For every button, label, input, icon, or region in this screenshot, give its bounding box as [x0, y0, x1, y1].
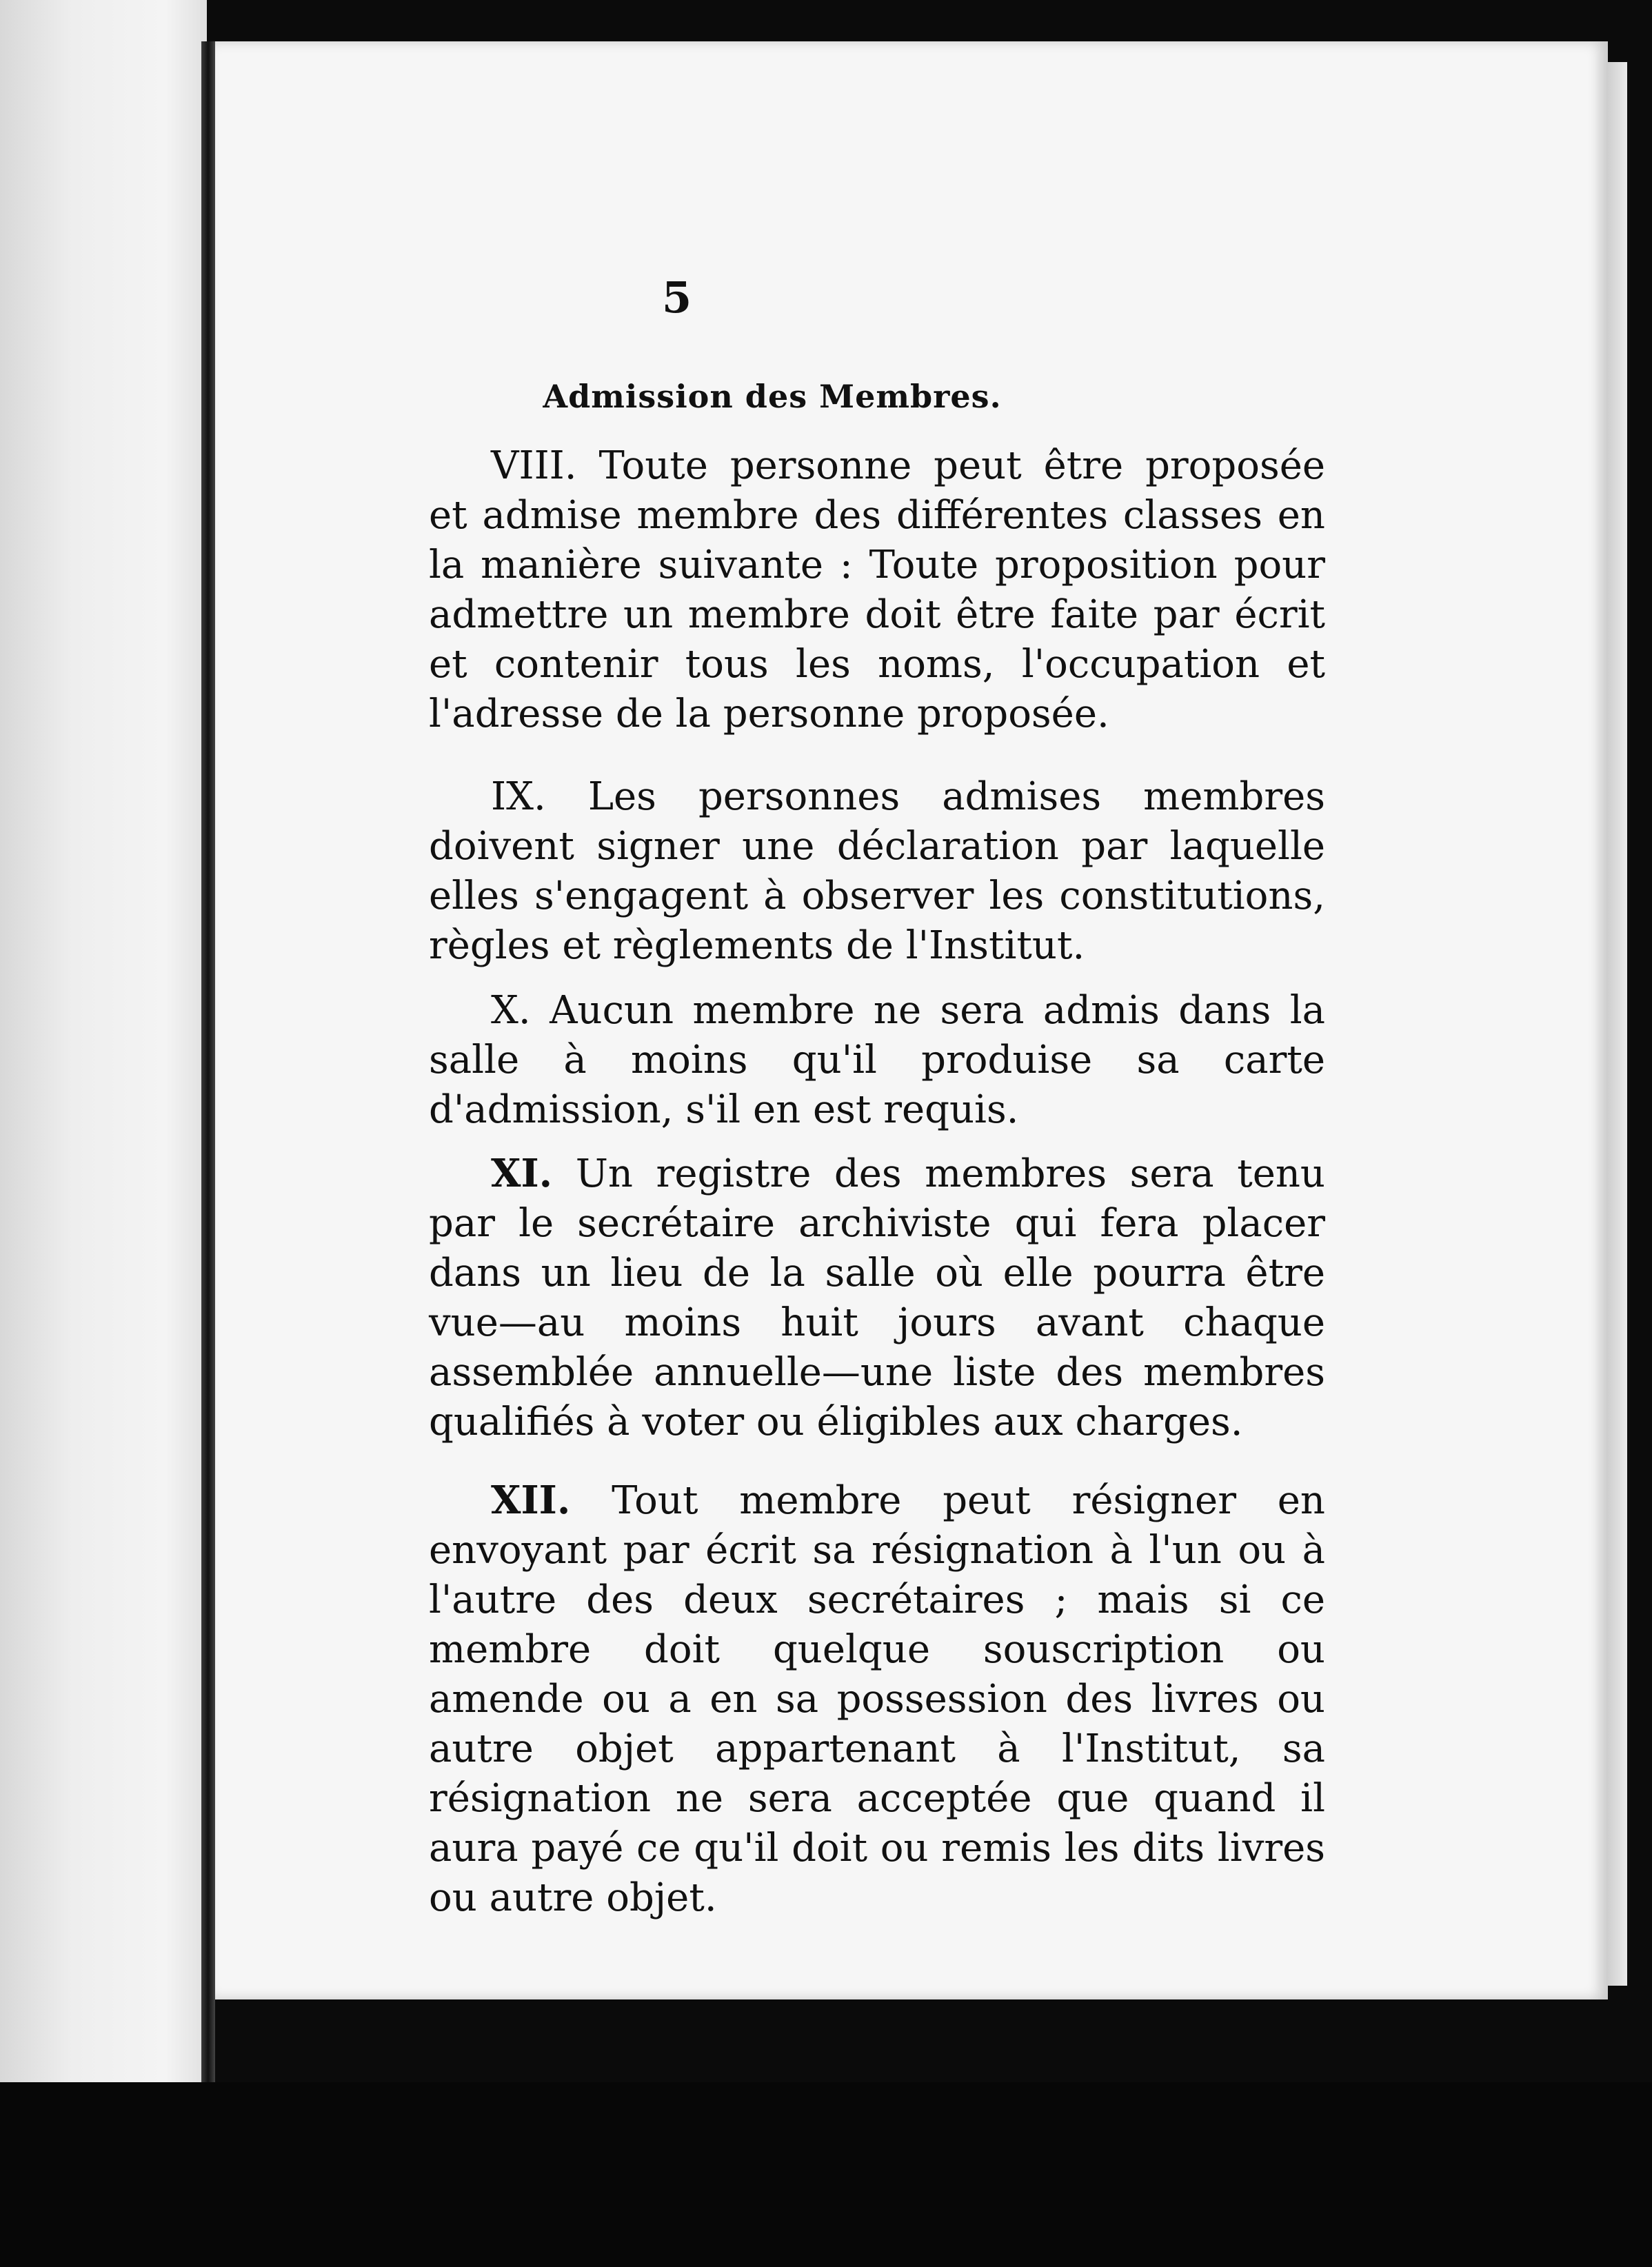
scan-background: [0, 2082, 1652, 2267]
article-number: X.: [491, 988, 531, 1033]
article-xii: [429, 1475, 1325, 1923]
article-text: Les personnes admises membres doivent signer une déclaration par laquelle elles s'engagent à observer les constitutions, règles et règlements de l'Institut.: [429, 774, 1325, 968]
article-ix: [429, 772, 1325, 971]
article-text: Toute personne peut être proposée et admise membre des différentes classes en la manière suivante : Toute proposition pour admettre un membre doit être faite par écrit et contenir tous les noms, l'occupation et l'adresse de la personne proposée.: [429, 443, 1325, 736]
article-xi: [429, 1149, 1325, 1447]
article-number: IX.: [491, 774, 546, 819]
article-viii: [429, 441, 1325, 739]
article-text: Tout membre peut résigner en envoyant par écrit sa résignation à l'un ou à l'autre des deux secrétaires ; mais si ce membre doit quelque souscription ou amende ou a en sa possession des livres ou autre objet appartenant à l'Institut, sa résignation ne sera acceptée que quand il aura payé ce qu'il doit ou remis les dits livres ou autre objet.: [429, 1478, 1325, 1920]
section-heading: Admission des Membres.: [543, 378, 1002, 415]
page-edge: [1608, 62, 1627, 1986]
article-x: [429, 986, 1325, 1135]
article-text: Un registre des membres sera tenu par le secrétaire archiviste qui fera placer dans un lieu de la salle où elle pourra être vue—au moins huit jours avant chaque assemblée annuelle—une liste des membres qualifiés à voter ou éligibles aux charges.: [429, 1151, 1325, 1444]
article-number: VIII.: [491, 443, 577, 488]
page-number: 5: [662, 272, 692, 323]
article-number: XI.: [491, 1151, 553, 1196]
book-gutter: [201, 41, 215, 2082]
facing-page: [0, 0, 207, 2082]
article-number: XII.: [491, 1478, 571, 1523]
article-text: Aucun membre ne sera admis dans la salle à moins qu'il produise sa carte d'admission, s'il en est requis.: [429, 988, 1325, 1132]
